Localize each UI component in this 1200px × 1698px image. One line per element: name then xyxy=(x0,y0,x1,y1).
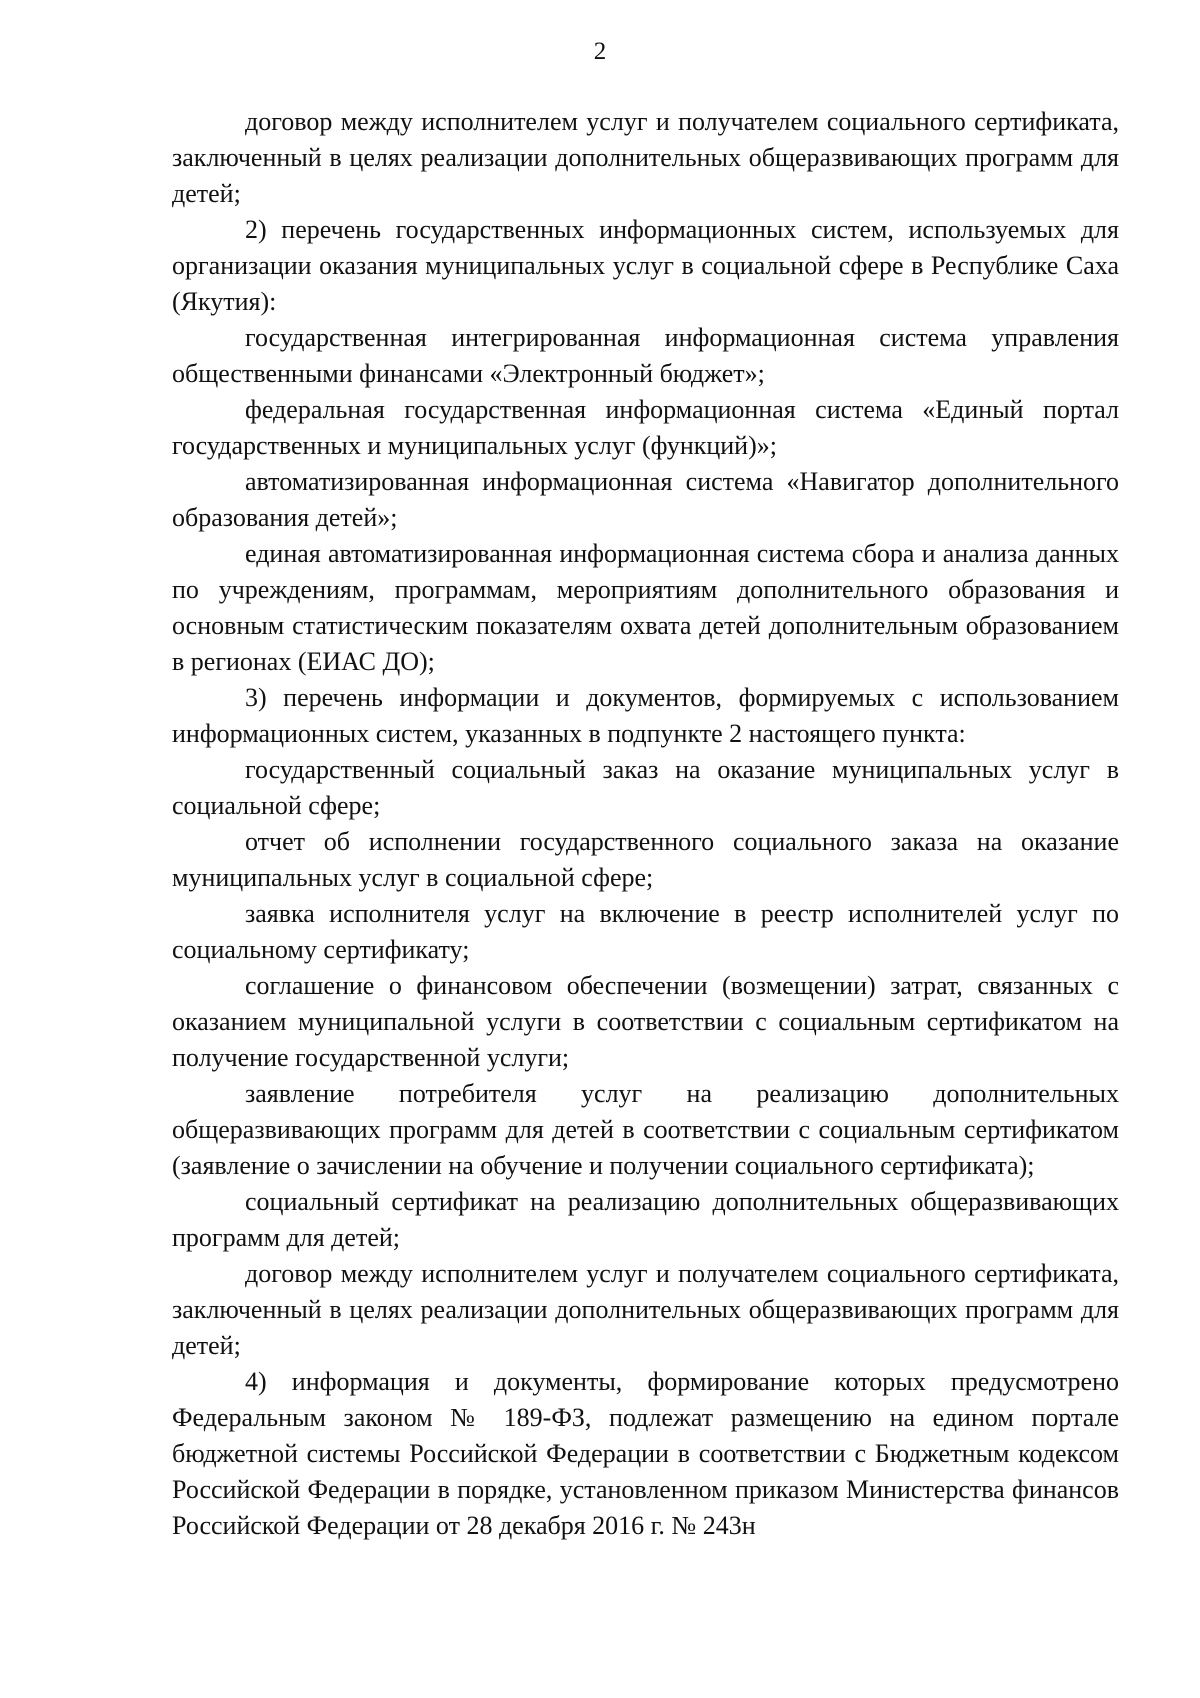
paragraph: 2) перечень государственных информационных систем, используемых для организации оказания муниципальных услуг в социальной сфере в Республике Саха (Якутия): xyxy=(172,215,1119,316)
paragraph: заявка исполнителя услуг на включение в реестр исполнителей услуг по социальному сертификату; xyxy=(172,899,1119,964)
paragraph: государственная интегрированная информационная система управления общественными финансами «Электронный бюджет»; xyxy=(172,323,1119,388)
paragraph: 3) перечень информации и документов, формируемых с использованием информационных систем, указанных в подпункте 2 настоящего пункта: xyxy=(172,683,1119,748)
paragraph: заявление потребителя услуг на реализацию дополнительных общеразвивающих программ для детей в соответствии с социальным сертификатом (заявление о зачислении на обучение и получении социального сертификата); xyxy=(172,1079,1119,1180)
paragraph: договор между исполнителем услуг и получателем социального сертификата, заключенный в целях реализации дополнительных общеразвивающих программ для детей; xyxy=(172,107,1119,208)
paragraph: автоматизированная информационная система «Навигатор дополнительного образования детей»; xyxy=(172,467,1119,532)
paragraph: 4) информация и документы, формирование которых предусмотрено Федеральным законом № 189-ФЗ, подлежат размещению на едином портале бюджетной системы Российской Федерации в соответствии с Бюджетным кодексом Российской Федерации в порядке, установленном приказом Министерства финансов Российской Федерации от 28 декабря 2016 г. № 243н xyxy=(172,1367,1119,1540)
paragraph: соглашение о финансовом обеспечении (возмещении) затрат, связанных с оказанием муниципальной услуги в соответствии с социальным сертификатом на получение государственной услуги; xyxy=(172,971,1119,1072)
page-number: 2 xyxy=(593,38,607,65)
document-body xyxy=(172,104,1119,1544)
paragraph: единая автоматизированная информационная система сбора и анализа данных по учреждениям, программам, мероприятиям дополнительного образования и основным статистическим показателям охвата детей дополнительным образованием в регионах (ЕИАС ДО); xyxy=(172,539,1119,676)
paragraph: федеральная государственная информационная система «Единый портал государственных и муниципальных услуг (функций)»; xyxy=(172,395,1119,460)
paragraph: социальный сертификат на реализацию дополнительных общеразвивающих программ для детей; xyxy=(172,1187,1119,1252)
paragraph: отчет об исполнении государственного социального заказа на оказание муниципальных услуг в социальной сфере; xyxy=(172,827,1119,892)
paragraph: договор между исполнителем услуг и получателем социального сертификата, заключенный в целях реализации дополнительных общеразвивающих программ для детей; xyxy=(172,1259,1119,1360)
paragraph: государственный социальный заказ на оказание муниципальных услуг в социальной сфере; xyxy=(172,755,1119,820)
